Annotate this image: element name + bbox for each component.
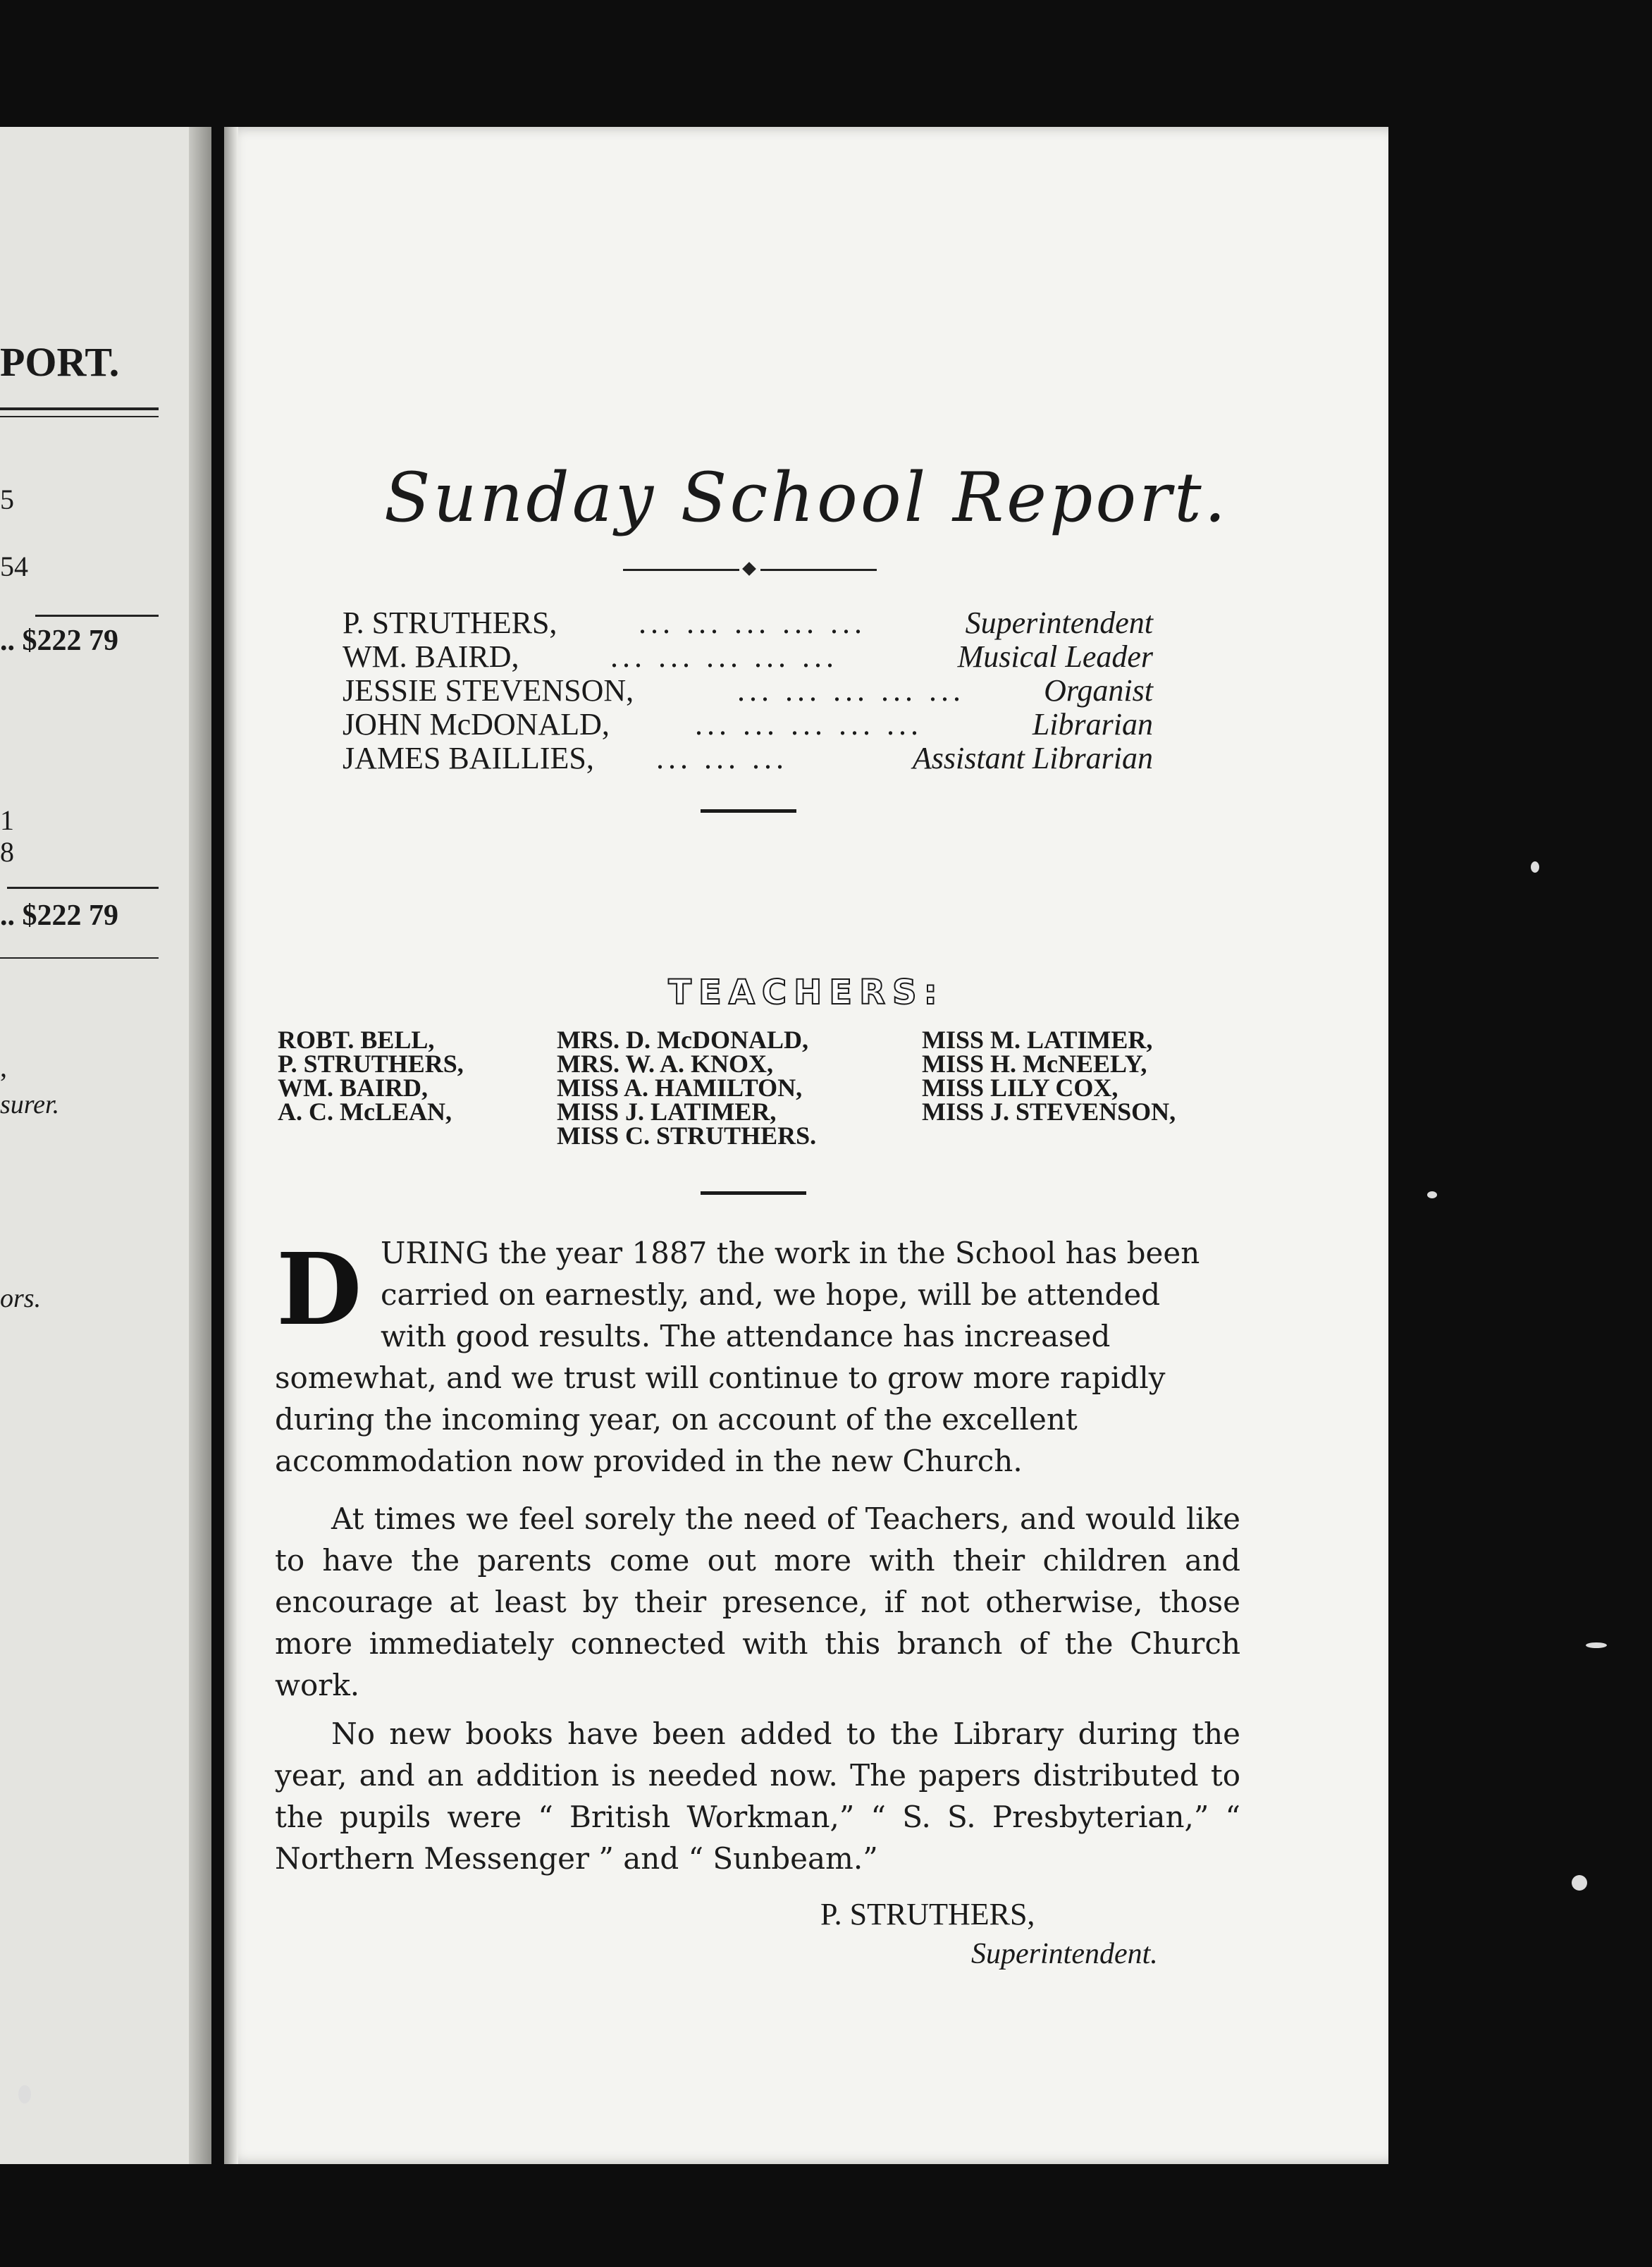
teacher-name: P. STRUTHERS, bbox=[278, 1050, 464, 1078]
teachers-column-3 bbox=[922, 1028, 1176, 1124]
left-comma: , bbox=[0, 1051, 7, 1083]
leader-dots: ... ... ... ... ... bbox=[737, 673, 965, 708]
teacher-name: MISS M. LATIMER, bbox=[922, 1026, 1153, 1054]
left-sum-rule-2 bbox=[7, 887, 159, 889]
officer-name: JAMES BAILLIES, bbox=[343, 741, 594, 775]
left-sum-rule bbox=[35, 615, 159, 617]
teacher-name: A. C. McLEAN, bbox=[278, 1098, 452, 1126]
officer-row bbox=[343, 742, 1386, 775]
left-treasurer-fragment: surer. bbox=[0, 1090, 60, 1119]
left-auditors-fragment: ors. bbox=[0, 1284, 42, 1313]
paragraph-1 bbox=[275, 1232, 1240, 1482]
left-line-1: 5 bbox=[0, 484, 14, 515]
officers-list bbox=[343, 606, 1386, 775]
signature-name: P. STRUTHERS, bbox=[820, 1897, 1035, 1931]
paragraph-line: with good results. The attendance has increased bbox=[381, 1319, 1111, 1353]
teachers-column-2 bbox=[557, 1028, 816, 1148]
left-page-fragment bbox=[0, 127, 211, 2164]
signature-title: Superintendent. bbox=[971, 1938, 1158, 1970]
left-line-4: 8 bbox=[0, 836, 14, 868]
paragraph-line: carried on earnestly, and, we hope, will be attended bbox=[381, 1277, 1161, 1312]
teachers-column-1 bbox=[278, 1028, 464, 1124]
section-rule bbox=[701, 809, 796, 813]
officer-name: JOHN McDONALD, bbox=[343, 707, 610, 742]
officer-role: Superintendent bbox=[965, 606, 1153, 640]
speck bbox=[1586, 1642, 1607, 1648]
speck bbox=[18, 2085, 31, 2103]
paragraph-line: URING the year 1887 the work in the School has been bbox=[381, 1236, 1200, 1270]
speck bbox=[1572, 1875, 1587, 1891]
officer-row bbox=[343, 674, 1386, 708]
left-bottom-rule bbox=[0, 957, 159, 959]
paragraph-2: At times we feel sorely the need of Teachers, and would like to have the parents come out more with their children and encourage at least by their presence, if not otherwise, those more immediately connected with this branch of the Church work. bbox=[275, 1501, 1240, 1702]
left-heading-rule bbox=[0, 407, 159, 410]
teacher-name: WM. BAIRD, bbox=[278, 1074, 428, 1102]
officer-row bbox=[343, 640, 1386, 674]
teacher-name: MRS. D. McDONALD, bbox=[557, 1026, 808, 1054]
teacher-name: MISS A. HAMILTON, bbox=[557, 1074, 803, 1102]
teacher-name: MISS J. STEVENSON, bbox=[922, 1098, 1176, 1126]
teacher-name: MRS. W. A. KNOX, bbox=[557, 1050, 774, 1078]
leader-dots: ... ... ... ... ... bbox=[610, 639, 838, 674]
leader-dots: ... ... ... ... ... bbox=[639, 606, 866, 640]
left-line-3: 1 bbox=[0, 804, 14, 836]
leader-dots: ... ... ... bbox=[656, 741, 788, 775]
left-heading-fragment: PORT. bbox=[0, 339, 120, 385]
officer-row bbox=[343, 606, 1386, 640]
page-gutter-shadow bbox=[224, 127, 238, 2164]
section-rule bbox=[701, 1191, 806, 1195]
officer-role: Librarian bbox=[1032, 707, 1153, 742]
teacher-name: MISS J. LATIMER, bbox=[557, 1098, 777, 1126]
speck bbox=[1427, 1191, 1437, 1198]
leader-dots: ... ... ... ... ... bbox=[695, 707, 923, 742]
teacher-name: ROBT. BELL, bbox=[278, 1026, 435, 1054]
title-ornament bbox=[623, 563, 877, 577]
officer-name: JESSIE STEVENSON, bbox=[343, 673, 634, 708]
teachers-heading: TEACHERS: bbox=[668, 973, 944, 1012]
left-line-2: 54 bbox=[0, 551, 28, 582]
left-total-1: .. $222 79 bbox=[0, 625, 118, 657]
officer-role: Assistant Librarian bbox=[912, 741, 1153, 775]
officer-row bbox=[343, 708, 1386, 742]
left-total-2: .. $222 79 bbox=[0, 899, 118, 932]
officer-name: WM. BAIRD, bbox=[343, 639, 519, 674]
page-fold-shadow bbox=[189, 127, 211, 2164]
officer-role: Musical Leader bbox=[957, 639, 1153, 674]
teacher-name: MISS C. STRUTHERS. bbox=[557, 1122, 817, 1150]
page-title: Sunday School Report. bbox=[383, 458, 1229, 537]
teacher-name: MISS H. McNEELY, bbox=[922, 1050, 1147, 1078]
paragraph-line: somewhat, and we trust will continue to grow more rapidly bbox=[275, 1360, 1166, 1395]
paragraph-line: accommodation now provided in the new Church. bbox=[275, 1444, 1023, 1478]
sunday-school-report-page bbox=[224, 127, 1388, 2164]
officer-name: P. STRUTHERS, bbox=[343, 606, 557, 640]
officer-role: Organist bbox=[1044, 673, 1153, 708]
speck bbox=[1531, 861, 1539, 873]
paragraph-line: during the incoming year, on account of the excellent bbox=[275, 1402, 1078, 1437]
left-heading-rule-2 bbox=[0, 416, 159, 417]
teacher-name: MISS LILY COX, bbox=[922, 1074, 1118, 1102]
paragraph-3: No new books have been added to the Library during the year, and an addition is needed now. The papers distributed to the pupils were “ British Workman,” “ S. S. Presbyterian,” “ Northern Messenger ” and “ Sunbeam.” bbox=[275, 1716, 1240, 1876]
drop-cap-letter: D bbox=[276, 1232, 362, 1348]
